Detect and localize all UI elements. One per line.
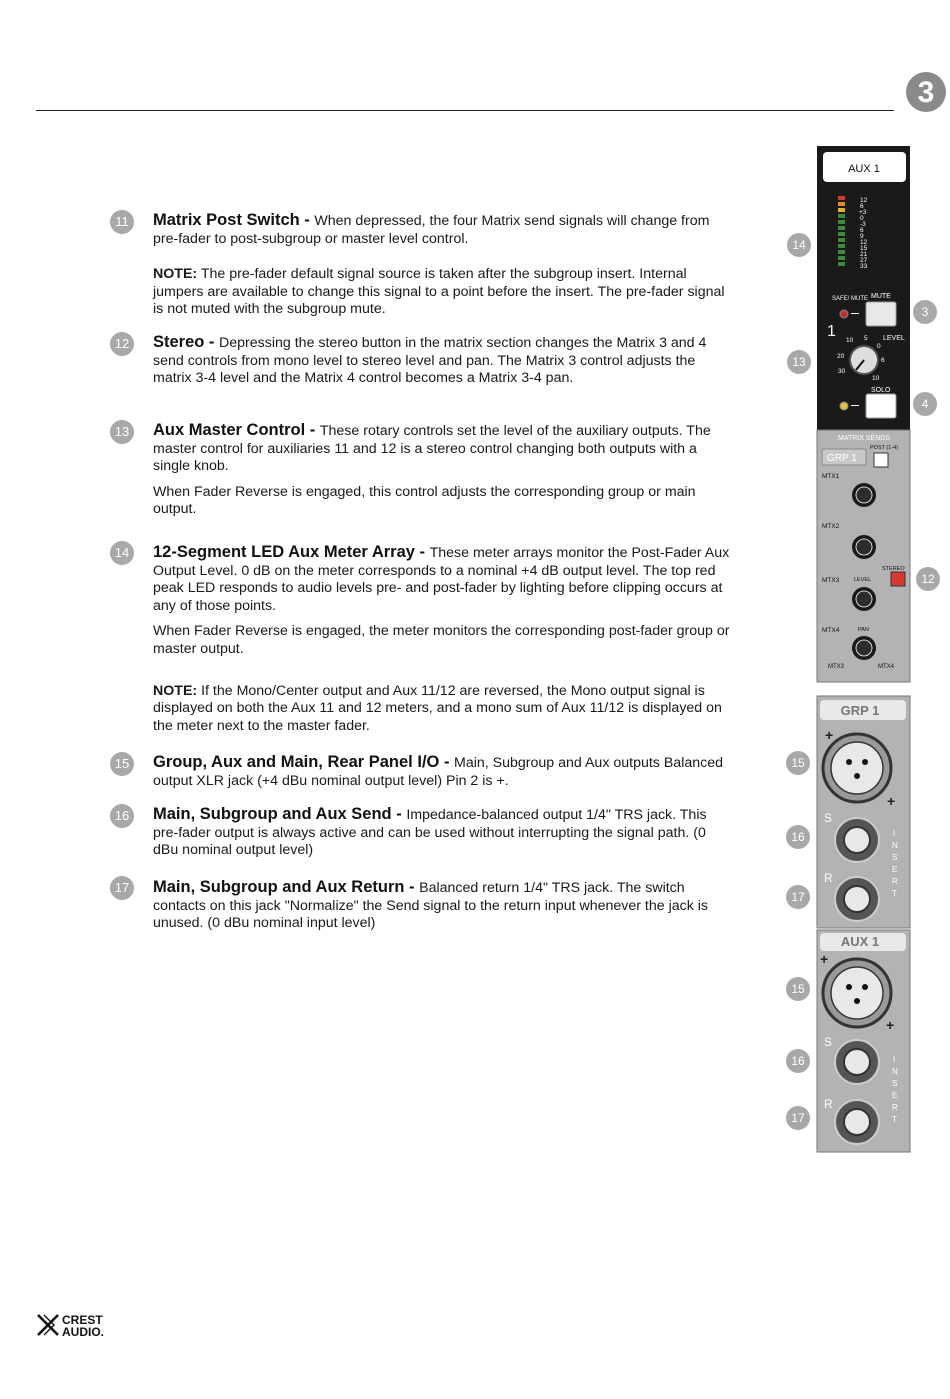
- matrix-sends-label: MATRIX SENDS: [838, 435, 890, 442]
- section-led-meter-array: [153, 544, 733, 743]
- insert-letter: E: [892, 865, 898, 874]
- insert-letter: S: [892, 853, 898, 862]
- meter-scale-label: 12: [860, 197, 868, 204]
- meter-scale-label: 9: [860, 233, 864, 240]
- callout-number: 13: [792, 355, 806, 369]
- insert-letter: R: [892, 1103, 898, 1112]
- meter-scale-label: +3: [859, 209, 867, 216]
- knob-scale-label: 10: [872, 375, 880, 382]
- insert-letter: N: [892, 1067, 898, 1076]
- section-number-badge: 13: [110, 420, 134, 444]
- header-rule: [36, 110, 894, 111]
- mixer-panel-illustration: [780, 140, 950, 1160]
- stereo-button: [891, 572, 905, 586]
- note-text: If the Mono/Center output and Aux 11/12 are reversed, the Mono output signal is displayed on both the Aux 11 and 12 meters, and a mono sum of Aux 11/12 is displayed on the meter next to the master fader.: [153, 682, 722, 734]
- knob-scale-label: 6: [881, 357, 885, 364]
- aux-label: AUX 1: [848, 163, 880, 175]
- callout-number: 4: [921, 397, 929, 411]
- insert-letter: E: [892, 1091, 898, 1100]
- meter-scale-label: 6: [860, 203, 864, 210]
- mute-label: MUTE: [871, 293, 891, 300]
- knob-scale-label: 5: [864, 335, 868, 342]
- send-letter: S: [824, 1035, 833, 1049]
- knob-scale-label: 30: [838, 368, 846, 375]
- knob-scale-label: 10: [846, 337, 854, 344]
- section-title: Group, Aux and Main, Rear Panel I/O -: [153, 753, 455, 771]
- crest-audio-logo: [36, 1312, 146, 1338]
- section-title: Aux Master Control -: [153, 421, 320, 439]
- section-title: 12-Segment LED Aux Meter Array -: [153, 543, 430, 561]
- section-return: [153, 879, 733, 941]
- callout-number: 15: [791, 756, 805, 770]
- send-letter: S: [824, 811, 833, 825]
- stereo-label: STEREO: [882, 566, 905, 572]
- meter-scale-label: 15: [860, 245, 868, 252]
- level-small-label: LEVEL: [854, 577, 872, 583]
- svg-text:+: +: [886, 1017, 895, 1033]
- grp-label: GRP 1: [827, 453, 857, 464]
- knob-scale-label: 20: [837, 353, 845, 360]
- meter-scale-label: 21: [860, 251, 868, 258]
- chapter-badge: 3: [906, 72, 946, 112]
- logo-line1: CREST: [62, 1313, 103, 1327]
- insert-letter: T: [892, 889, 897, 898]
- meter-scale-label: 0: [860, 215, 864, 222]
- section-body: These rotary controls set the level of the auxiliary outputs. The master control for auxiliaries 11 and 12 is a stereo control changing both outputs with a single knob.: [153, 423, 711, 475]
- pan-label: PAN: [858, 627, 869, 633]
- svg-text:+: +: [825, 727, 834, 743]
- channel-number: 1: [827, 323, 836, 340]
- section-title: Matrix Post Switch -: [153, 211, 315, 229]
- section-number-badge: 11: [110, 210, 134, 234]
- section-number-badge: 16: [110, 804, 134, 828]
- section-number-badge: 15: [110, 752, 134, 776]
- matrix-post-switch: [874, 453, 888, 467]
- section-aux-master-control: [153, 422, 733, 527]
- section-body: Depressing the stereo button in the matrix section changes the Matrix 3 and 4 send controls from mono level to stereo level and pan. The Matrix 3 control adjusts the matrix 3-4 level and the Matrix 4 control becomes a Matrix 3-4 pan.: [153, 335, 707, 387]
- section-stereo: [153, 334, 733, 396]
- rear-grp-label: GRP 1: [840, 703, 880, 718]
- meter-scale-label: -3: [860, 221, 866, 228]
- insert-letter: T: [892, 1115, 897, 1124]
- note-label: NOTE:: [153, 266, 198, 283]
- knob-scale-label: 0: [877, 343, 881, 350]
- mtx3-bottom-label: MTX3: [828, 664, 845, 670]
- section-rear-panel-io: [153, 754, 733, 798]
- callout-number: 14: [792, 238, 806, 252]
- mute-button: [866, 302, 896, 326]
- callout-number: 3: [921, 305, 929, 319]
- mtx4-bottom-label: MTX4: [878, 664, 895, 670]
- section-body: Impedance-balanced output 1/4" TRS jack. This pre-fader output is always active and can be used without interrupting the signal path. (0 dBu nominal output level): [153, 807, 707, 859]
- return-letter: R: [824, 871, 833, 885]
- note-text: The pre-fader default signal source is taken after the subgroup insert. Internal jumpers are available to change this signal to a point before the insert. The pre-fader signal is not muted with the subgroup mute.: [153, 266, 725, 318]
- insert-letter: N: [892, 841, 898, 850]
- safe-mute-led: [840, 310, 848, 318]
- section-body: Balanced return 1/4" TRS jack. The switch contacts on this jack "Normalize" the Send signal to the return input whenever the jack is unused. (0 dBu nominal input level): [153, 880, 709, 932]
- mtx-label: MTX4: [822, 627, 840, 634]
- level-label: LEVEL: [883, 335, 905, 342]
- callout-number: 17: [791, 1111, 805, 1125]
- section-send: [153, 806, 733, 868]
- section-body: These meter arrays monitor the Post-Fader Aux Output Level. 0 dB on the meter corresponds to a nominal +4 dB output level. The top red peak LED responds to audio levels pre- and post-fader by lighting before clipping occurs at any of those points.: [153, 545, 730, 614]
- section-title: Main, Subgroup and Aux Return -: [153, 878, 420, 896]
- meter-scale-label: 12: [860, 239, 868, 246]
- mtx-label: MTX1: [822, 473, 840, 480]
- section-title: Stereo -: [153, 333, 220, 351]
- rear-aux-label: AUX 1: [840, 934, 880, 949]
- insert-letter: R: [892, 877, 898, 886]
- callout-number: 12: [921, 572, 935, 586]
- callout-number: 17: [791, 890, 805, 904]
- section-extra: When Fader Reverse is engaged, the meter monitors the corresponding post-fader group or master output.: [153, 623, 730, 657]
- return-letter: R: [824, 1097, 833, 1111]
- insert-letter: S: [892, 1079, 898, 1088]
- section-number-badge: 14: [110, 541, 134, 565]
- section-body: Main, Subgroup and Aux outputs Balanced output XLR jack (+4 dBu nominal output level) Pin 2 is +.: [153, 755, 723, 789]
- note-label: NOTE:: [153, 682, 198, 699]
- svg-text:+: +: [887, 793, 896, 809]
- mtx-label: MTX2: [822, 523, 840, 530]
- callout-number: 15: [791, 982, 805, 996]
- post-label: POST (1-4): [870, 445, 899, 451]
- section-extra: When Fader Reverse is engaged, this control adjusts the corresponding group or main output.: [153, 483, 696, 518]
- meter-scale-label: 33: [860, 263, 868, 270]
- callout-number: 16: [791, 1054, 805, 1068]
- section-title: Main, Subgroup and Aux Send -: [153, 805, 407, 823]
- svg-text:+: +: [820, 951, 829, 967]
- mtx-label: MTX3: [822, 577, 840, 584]
- aux-strip-dark: [817, 146, 910, 430]
- meter-scale-label: 27: [860, 257, 868, 264]
- solo-label: SOLO: [871, 387, 891, 394]
- solo-button: [866, 394, 896, 418]
- section-number-badge: 17: [110, 876, 134, 900]
- section-number-badge: 12: [110, 332, 134, 356]
- section-body: When depressed, the four Matrix send signals will change from pre-fader to post-subgroup or master level control.: [153, 213, 710, 247]
- safe-mute-label: SAFE/ MUTE: [832, 296, 869, 302]
- solo-led: [840, 402, 848, 410]
- logo-line2: AUDIO.: [62, 1325, 104, 1338]
- insert-letter: I: [893, 1055, 896, 1064]
- section-matrix-post-switch: [153, 212, 733, 327]
- callout-number: 16: [791, 830, 805, 844]
- meter-scale-label: 6: [860, 227, 864, 234]
- insert-letter: I: [893, 829, 896, 838]
